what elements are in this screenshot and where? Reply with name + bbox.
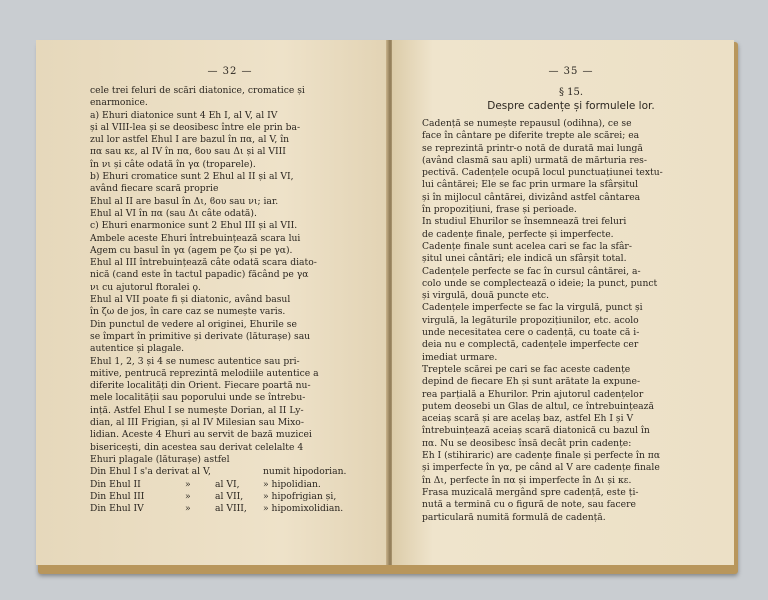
- text-line: în νι și câte odată în γα (troparele).: [90, 158, 256, 170]
- text-line: se reprezintă printr-o notă de durată mai lungă: [422, 142, 643, 154]
- derivation-cell: Din Ehul II: [90, 478, 141, 490]
- text-line: Cadențele imperfecte se fac la virgulă, punct și: [422, 302, 643, 314]
- text-line: în propozițiuni, frase și perioade.: [422, 204, 577, 216]
- derivation-cell: »: [185, 478, 191, 490]
- text-line: Cadență se numește repausul (odihna), ce se: [422, 118, 632, 129]
- derivation-cell: » hipomixolidian.: [263, 503, 344, 515]
- right-page: [392, 40, 734, 565]
- text-line: Treptele scărei pe cari se fac aceste cadențe: [422, 363, 631, 375]
- text-line: particulară numită formulă de cadență.: [422, 511, 606, 523]
- text-line: lidian. Aceste 4 Ehuri au servit de bază muzicei: [90, 429, 312, 441]
- text-line: c) Ehuri enarmonice sunt 2 Ehul III și al VII.: [90, 220, 298, 232]
- section-title: Despre cadențe și formulele lor.: [487, 100, 655, 112]
- text-line: în ζω de jos, în care caz se numește varis.: [90, 306, 286, 318]
- derivation-cell: »: [185, 490, 191, 502]
- text-line: mitive, pentrucă reprezintă melodiile autentice a: [90, 367, 319, 379]
- text-line: Frasa muzicală mergând spre cadență, este ți-: [422, 486, 639, 498]
- text-line: bisericești, din acestea sau derivat celelalte 4: [90, 441, 304, 453]
- open-book: [30, 36, 740, 576]
- text-line: Eh I (stihiraric) are cadențe finale și perfecte în πα: [422, 450, 661, 462]
- text-line: Cadențe finale sunt acelea cari se fac la sfâr-: [422, 240, 632, 252]
- text-line: aceiaș scară și are acelaș baz, astfel Eh I și V: [422, 413, 634, 425]
- left-page-number: — 32 —: [207, 66, 253, 77]
- derivation-cell: Din Ehul III: [90, 490, 145, 502]
- text-line: Ehul al III întrebuințează câte odată scara diato-: [90, 257, 317, 269]
- text-line: πα. Nu se deosibesc însă decât prin cadențe:: [422, 437, 632, 449]
- text-line: (având clasmă sau apli) urmată de mărturia res-: [422, 154, 647, 166]
- text-line: face în cântare pe diferite trepte ale scărei; ea: [422, 130, 640, 142]
- right-page-text: [422, 118, 720, 524]
- text-line: enarmonice.: [90, 97, 148, 109]
- text-line: virgulă, la legăturile propozițiunilor, etc. acolo: [422, 314, 639, 326]
- text-line: lui cântărei; Ele se fac prin urmare la sfârșitul: [422, 179, 639, 191]
- text-line: cele trei feluri de scări diatonice, cromatice și: [90, 85, 305, 96]
- text-line: νι cu ajutorul ftoralei ϙ.: [90, 281, 201, 293]
- derivation-cell: al VI,: [215, 478, 240, 490]
- text-line: nică (cand este în tactul papadic) făcând pe γα: [90, 269, 309, 281]
- text-line: în Δι, perfecte în πα și imperfecte în Δι și κε.: [422, 474, 632, 486]
- text-line: a) Ehuri diatonice sunt 4 Eh I, al V, al IV: [90, 109, 278, 121]
- right-page-number: — 35 —: [548, 66, 594, 77]
- text-line: întrebuințează aceiaș scară diatonică cu bazul în: [422, 425, 650, 437]
- text-line: dian, al III Frigian, și al IV Milesian sau Mixo-: [90, 417, 304, 429]
- text-line: b) Ehuri cromatice sunt 2 Ehul al II și al VI,: [90, 171, 294, 183]
- text-line: Ehul al II are basul în Δι, ϐου sau νι; iar.: [90, 195, 279, 207]
- text-line: Ambele aceste Ehuri întrebuințează scara lui: [90, 232, 301, 244]
- text-line: și al VIII-lea și se deosibesc între ele prin ba-: [90, 121, 301, 133]
- text-line: Agem cu basul în γα (agem pe ζω și pe γα).: [90, 244, 293, 256]
- left-page: [36, 40, 388, 565]
- text-line: diferite localități din Orient. Fiecare poartă nu-: [90, 380, 311, 392]
- text-line: πα sau κε, al IV în πα, ϐου sau Δι și al VIII: [90, 146, 286, 158]
- text-line: pectivă. Cadențele ocupă locul punctuațiunei textu-: [422, 167, 663, 179]
- text-line: Cadențele perfecte se fac în cursul cântărei, a-: [422, 265, 641, 277]
- text-line: colo unde se complectează o ideie; la punct, punct: [422, 277, 658, 289]
- text-line: și imperfecte în γα, pe când al V are cadențe finale: [422, 462, 660, 474]
- derivation-cell: » hipolidian.: [263, 478, 321, 490]
- text-line: unde necesitatea cere o cadență, cu toate că i-: [422, 327, 640, 339]
- text-line: putem deosebi un Glas de altul, ce întrebuințează: [422, 400, 654, 412]
- text-line: imediat urmare.: [422, 351, 498, 363]
- derivation-table: [90, 466, 370, 515]
- derivation-cell: Din Ehul IV: [90, 503, 144, 515]
- text-line: mele localității sau poporului unde se întrebu-: [90, 392, 306, 404]
- text-line: deia nu e complectă, cadențele imperfecte cer: [422, 339, 639, 351]
- derivation-cell: numit hipodorian.: [263, 466, 347, 478]
- text-line: autentice și plagale.: [90, 343, 185, 355]
- text-line: Ehul al VI în πα (sau Δι câte odată).: [90, 207, 257, 219]
- text-line: având fiecare scară proprie: [90, 183, 219, 195]
- text-line: se împart în primitive și derivate (lăturașe) sau: [90, 330, 311, 342]
- text-line: șitul unei cântări; ele indică un sfârșit total.: [422, 253, 627, 265]
- text-line: Ehul 1, 2, 3 și 4 se numesc autentice sau pri-: [90, 355, 300, 367]
- text-line: In studiul Ehurilor se însemnează trei feluri: [422, 216, 627, 228]
- text-line: depind de fiecare Eh și sunt arătate la expune-: [422, 376, 641, 388]
- derivation-cell: »: [185, 503, 191, 515]
- text-line: nută a termină cu o figură de note, sau facere: [422, 499, 636, 511]
- text-line: Ehuri plagale (lăturașe) astfel: [90, 453, 230, 465]
- derivation-cell: al VII,: [215, 490, 244, 502]
- text-line: rea parțială a Ehurilor. Prin ajutorul cadențelor: [422, 388, 644, 400]
- text-line: Din punctul de vedere al originei, Ehurile se: [90, 318, 297, 330]
- text-line: ință. Astfel Ehul I se numește Dorian, al II Ly-: [90, 404, 304, 416]
- text-line: de cadențe finale, perfecte și imperfecte.: [422, 228, 614, 240]
- text-line: și în mijlocul cântărei, divizând astfel cântarea: [422, 191, 641, 203]
- derivation-cell: al VIII,: [215, 503, 247, 515]
- text-line: zul lor astfel Ehul I are bazul în πα, al V, în: [90, 134, 290, 146]
- derivation-cell: » hipofrigian și,: [263, 490, 337, 502]
- text-line: și virgulă, două puncte etc.: [422, 290, 549, 302]
- derivation-cell: Din Ehul I s'a derivat al V,: [90, 466, 211, 478]
- left-page-text: [90, 85, 370, 466]
- text-line: Ehul al VII poate fi și diatonic, având basul: [90, 294, 291, 306]
- section-number: § 15.: [558, 87, 584, 98]
